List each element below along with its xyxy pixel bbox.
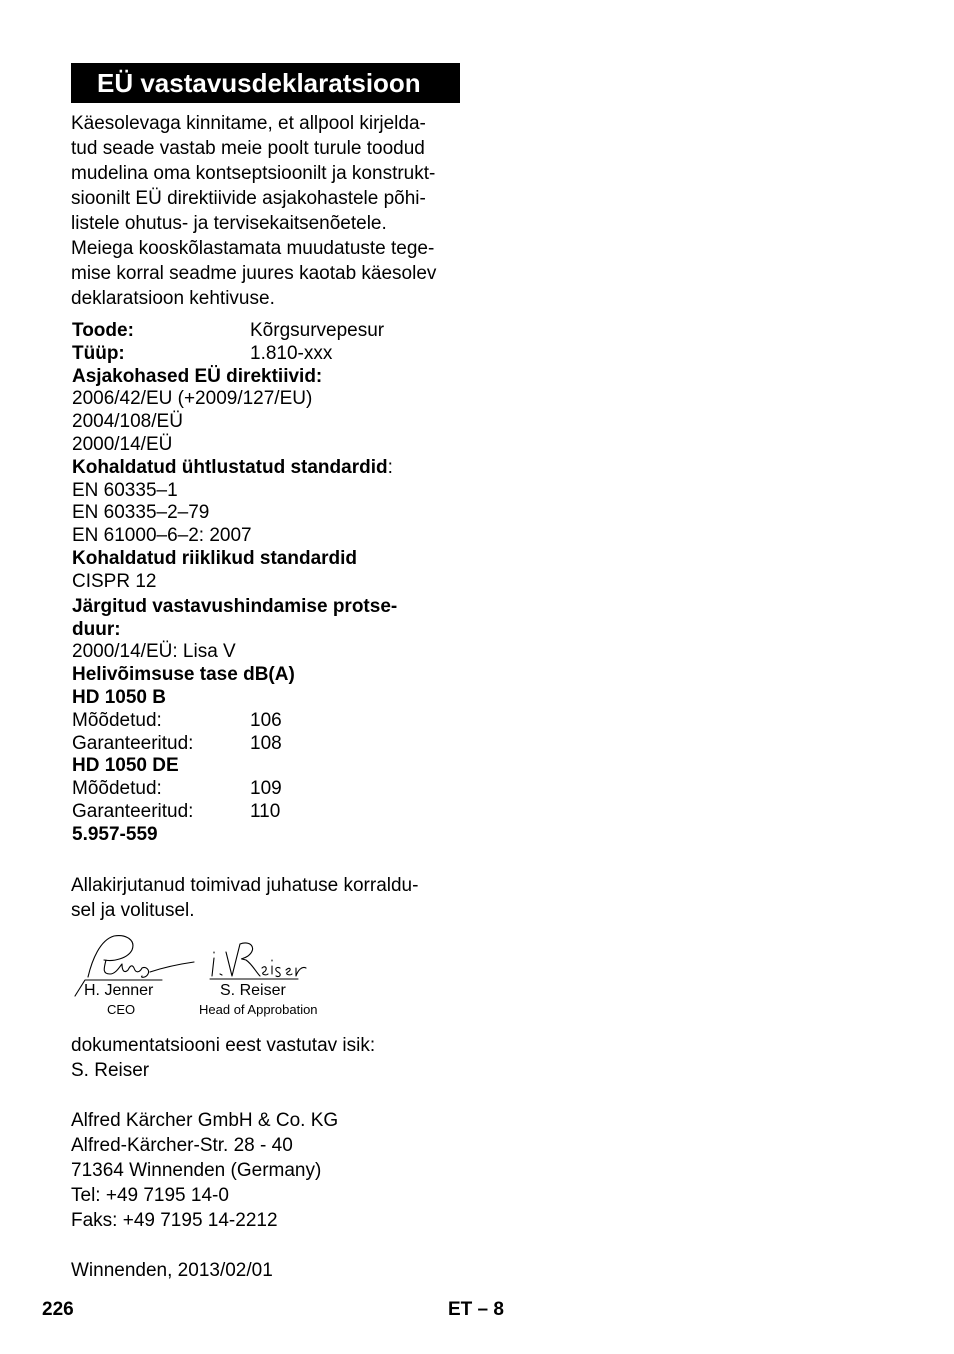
guaranteed-row (72, 801, 472, 824)
intro-line: listele ohutus- ja tervisekaitsenõetele. (71, 213, 387, 234)
measured-value: 106 (250, 709, 282, 731)
document-number: 5.957-559 (72, 823, 158, 845)
reiser-signature (212, 943, 306, 977)
guaranteed-label: Garanteeritud: (72, 800, 194, 822)
signing-line: Allakirjutanud toimivad juhatuse korraldu- (71, 875, 419, 896)
measured-value: 109 (250, 778, 282, 800)
type-row (72, 343, 472, 366)
address-line: Faks: +49 7195 14-2212 (71, 1210, 278, 1231)
guaranteed-label: Garanteeritud: (72, 732, 194, 754)
model-name: HD 1050 B (72, 686, 166, 708)
product-value: Kõrgsurvepesur (250, 320, 385, 341)
language-page-marker: ET – 8 (448, 1299, 504, 1320)
directive-item: 2006/42/EU (+2009/127/EU) (72, 388, 313, 410)
measured-label: Mõõdetud: (72, 709, 162, 731)
intro-line: mudelina oma kontseptsioonilt ja konstrukt- (71, 163, 436, 184)
intro-line: tud seade vastab meie poolt turule toodud (71, 138, 425, 159)
signatory-name: S. Reiser (220, 982, 286, 999)
intro-line: deklaratsioon kehtivuse. (71, 288, 275, 309)
product-row (72, 320, 472, 343)
declaration-details (72, 320, 472, 847)
intro-line: sioonilt EÜ direktiivide asjakohastele põhi- (71, 188, 426, 209)
signing-line: sel ja volitusel. (71, 900, 195, 921)
page-title: EÜ vastavusdeklaratsioon (71, 63, 460, 103)
page-number: 226 (42, 1299, 74, 1320)
guaranteed-row (72, 733, 472, 756)
harmonized-colon: : (387, 456, 393, 478)
conformity-heading-cont: duur: (72, 618, 121, 640)
harmonized-item: EN 61000–6–2: 2007 (72, 525, 252, 547)
responsible-name: S. Reiser (71, 1060, 150, 1081)
type-value: 1.810-xxx (250, 342, 333, 364)
signatory-role: Head of Approbation (199, 1002, 318, 1017)
directive-item: 2004/108/EÜ (72, 411, 183, 433)
company-address (71, 1108, 338, 1233)
national-heading: Kohaldatud riiklikud standardid (72, 547, 358, 569)
type-label: Tüüp: (72, 342, 125, 364)
intro-paragraph (71, 111, 463, 311)
measured-row (72, 710, 472, 733)
conformity-heading: Järgitud vastavushindamise protse- (72, 595, 398, 617)
intro-line: Meiega kooskõlastamata muudatuste tege- (71, 238, 435, 259)
intro-line: Käesolevaga kinnitame, et allpool kirjelda- (71, 113, 426, 134)
national-item: CISPR 12 (72, 570, 157, 592)
product-label: Toode: (72, 320, 134, 341)
harmonized-item: EN 60335–1 (72, 479, 178, 501)
signatory-role: CEO (107, 1002, 136, 1017)
guaranteed-value: 108 (250, 732, 282, 754)
responsible-label: dokumentatsiooni eest vastutav isik: (71, 1035, 376, 1056)
address-line: Alfred-Kärcher-Str. 28 - 40 (71, 1135, 293, 1156)
measured-label: Mõõdetud: (72, 778, 162, 800)
guaranteed-value: 110 (250, 800, 281, 822)
address-line: Alfred Kärcher GmbH & Co. KG (71, 1110, 339, 1131)
conformity-value: 2000/14/EÜ: Lisa V (72, 641, 236, 663)
sound-heading: Helivõimsuse tase dB(A) (72, 664, 295, 686)
harmonized-heading-row (72, 457, 472, 480)
signatory-name: H. Jenner (84, 982, 154, 999)
responsible-person (71, 1033, 375, 1083)
directives-heading: Asjakohased EÜ direktiivid: (72, 365, 323, 387)
address-line: 71364 Winnenden (Germany) (71, 1160, 322, 1181)
address-line: Tel: +49 7195 14-0 (71, 1185, 229, 1206)
measured-row (72, 778, 472, 801)
signing-authority-text (71, 873, 418, 923)
place-date (71, 1258, 273, 1283)
jenner-signature (88, 936, 194, 978)
intro-line: mise korral seadme juures kaotab käesolev (71, 263, 437, 284)
harmonized-item: EN 60335–2–79 (72, 502, 210, 524)
place-date-text: Winnenden, 2013/02/01 (71, 1260, 273, 1281)
directive-item: 2000/14/EÜ (72, 433, 173, 455)
model-name: HD 1050 DE (72, 755, 179, 777)
harmonized-heading: Kohaldatud ühtlustatud standardid (72, 456, 388, 478)
